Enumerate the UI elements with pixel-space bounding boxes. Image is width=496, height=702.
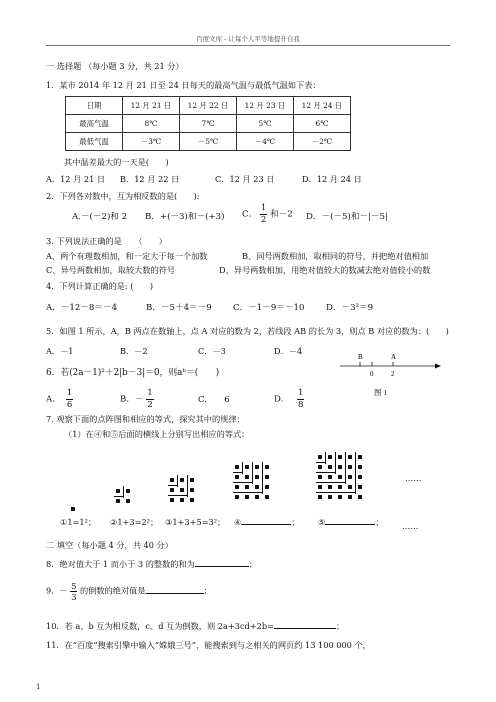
separator-horizontal — [316, 472, 335, 473]
page-header: 百度文库 - 让每个人平等地提升自我 — [196, 35, 300, 43]
separator-horizontal — [114, 496, 123, 497]
q6-a-fraction — [66, 389, 73, 409]
fraction-numerator: 1 — [147, 388, 153, 398]
pattern-dot — [318, 495, 321, 498]
fraction-denominator: 2 — [147, 399, 153, 410]
q6-option-c: C. 6 — [198, 395, 230, 405]
table-cell: －5℃ — [180, 133, 237, 151]
pattern-dot — [190, 488, 193, 491]
q4-stem: 4．下列计算正确的是: ( ) — [46, 281, 154, 291]
fraction-denominator: 3 — [71, 592, 77, 603]
q8-text: 8．绝对值大于 1 而小于 3 的整数的和为 — [46, 559, 195, 569]
table-cell: －3℃ — [123, 133, 180, 151]
table-cell: 12 月 22 日 — [180, 97, 237, 115]
table-cell: 日期 — [66, 97, 123, 115]
pattern-dot — [245, 475, 248, 478]
pattern-dot — [265, 485, 268, 488]
q9-prefix: 9．－ — [46, 585, 68, 596]
separator-horizontal — [316, 462, 325, 463]
fraction-denominator: 8 — [298, 399, 304, 410]
table-cell: 12 月 23 日 — [237, 97, 294, 115]
pattern-dot — [338, 455, 341, 458]
answer-blank-4[interactable] — [241, 524, 291, 525]
separator-horizontal — [316, 492, 355, 493]
q4-option-d: D．－3²＝9 — [326, 303, 374, 313]
q6-stem: 6．若(2a－1)²＋2|b－3|＝0，则aᵇ＝( ) — [46, 368, 220, 378]
separator-horizontal — [168, 495, 187, 496]
q5-option-b: B．－2 — [120, 346, 148, 356]
table-header-row — [66, 97, 351, 115]
q6-option-d — [274, 389, 304, 409]
q1-option-d: D．12 月 24 日 — [302, 174, 362, 184]
q5-option-a: A．－1 — [46, 346, 74, 356]
pattern-dot — [348, 485, 351, 488]
answer-blank-q8[interactable] — [195, 566, 249, 567]
q2-stem: 2．下列各对数中，互为相反数的是( ): — [46, 191, 200, 201]
q1-sub: 其中温差最大的一天是( ) — [64, 157, 169, 167]
number-line-figure — [330, 348, 450, 398]
pattern-label-4-text: ④ — [234, 517, 242, 527]
q5-stem: 5．如图 1 所示，A，B 两点在数轴上，点 A 对应的数为 2，若线段 AB 的长为 3，则点 B 对应的数为：( ) — [46, 326, 449, 336]
pattern-dot — [358, 465, 361, 468]
pattern-dot — [338, 495, 341, 498]
axis-arrow — [435, 364, 441, 369]
q6-option-a — [46, 389, 73, 409]
table-cell: 6℃ — [294, 115, 351, 133]
pattern-dot — [180, 478, 183, 481]
fraction-numerator: 1 — [260, 203, 267, 213]
fraction-numerator: 1 — [298, 388, 304, 398]
answer-blank-5[interactable] — [325, 524, 375, 525]
pattern-dot — [318, 485, 321, 488]
pattern-dot — [255, 485, 258, 488]
separator-vertical — [335, 452, 336, 474]
pattern-dot — [328, 495, 331, 498]
pattern-label-2: ②1+3=2²； — [110, 517, 159, 527]
figure-caption: 图 1 — [374, 388, 388, 397]
answer-blank-q9[interactable] — [146, 593, 204, 594]
pattern-dot — [318, 465, 321, 468]
fraction-denominator: 6 — [66, 399, 73, 410]
q4-option-a: A．－12－8＝－4 — [46, 303, 118, 313]
separator-horizontal — [316, 482, 345, 483]
pattern-label-1: ①1=1²； — [60, 517, 97, 527]
q3-option-a: A、两个有理数相加，和一定大于每一个加数 — [46, 251, 208, 261]
pattern-dot — [348, 495, 351, 498]
separator-vertical — [325, 452, 326, 464]
q2-option-b: B．+(－3)和－(+3) — [145, 212, 225, 222]
q2-option-a: A.－(－2)和 2 — [72, 212, 128, 222]
q5-option-c: C．－3 — [198, 346, 226, 356]
pattern-dot — [338, 465, 341, 468]
q4-option-c: C．－1－9＝－10 — [233, 303, 305, 313]
q3-option-c: C、异号两数相加，取较大数的符号 — [46, 265, 176, 275]
q7-sub: （1）在④和⑤后面的横线上分别写出相应的等式： — [64, 429, 250, 439]
table-cell: 最高气温 — [66, 115, 123, 133]
q9: 9．－ $\frac{5}{3}$ 的倒数的绝对值是 ； — [46, 581, 212, 603]
table-cell: 7℃ — [180, 115, 237, 133]
pattern-dot — [190, 478, 193, 481]
pattern-dot — [318, 475, 321, 478]
q1-option-b: B．12 月 22 日 — [120, 174, 180, 184]
pattern-dot — [358, 485, 361, 488]
pattern-dot — [71, 507, 74, 510]
pattern-dot — [358, 495, 361, 498]
pattern-dot — [255, 495, 258, 498]
pattern-dot — [328, 465, 331, 468]
table-cell: 12 月 21 日 — [123, 97, 180, 115]
pattern-dot — [328, 485, 331, 488]
separator-vertical — [355, 452, 356, 494]
separator-horizontal — [233, 492, 262, 493]
pattern-dot — [338, 485, 341, 488]
separator-horizontal — [233, 482, 252, 483]
pattern-dot — [116, 489, 119, 492]
q2-option-c — [242, 204, 293, 224]
pattern-label-5-text: ⑤ — [318, 517, 326, 527]
q1-option-c: C．12 月 23 日 — [215, 174, 275, 184]
temperature-table — [65, 96, 351, 151]
answer-blank-q10[interactable] — [274, 628, 336, 629]
q10: 10．若 a、b 互为相反数，c、d 互为倒数，则 2a+3cd+2b= ； — [46, 621, 345, 631]
pattern-dot — [235, 485, 238, 488]
pattern-dot — [328, 455, 331, 458]
pattern-dot — [328, 475, 331, 478]
table-cell: 12 月 24 日 — [294, 97, 351, 115]
q3-option-b: B、同号两数相加，取相同的符号，并把绝对值相加 — [242, 251, 429, 261]
q6-b-prefix: B．－ — [120, 394, 144, 405]
q11: 11．在“百度”搜索引擎中输入“嫦娥三号”，能搜索到与之相关的网页约 13 100 000 个， — [46, 640, 371, 650]
section-1-title: 一 选择题 （每小题 3 分，共 21 分） — [46, 61, 184, 71]
table-row — [66, 133, 351, 151]
q4-option-b: B．－5＋4＝－9 — [146, 303, 212, 313]
q6-option-b — [120, 389, 154, 409]
label-a: A — [391, 353, 397, 361]
fraction-numerator: 1 — [66, 388, 73, 398]
table-cell: 5℃ — [237, 115, 294, 133]
pattern-dot — [265, 465, 268, 468]
pattern-dot — [180, 498, 183, 501]
fraction-numerator: 5 — [71, 581, 77, 591]
pattern-label-5: ⑤ ； — [318, 517, 384, 527]
ellipsis-top: …… — [405, 473, 422, 483]
q1-stem: 1．某市 2014 年 12 月 21 日至 24 日每天的最高气温与最低气温如下表： — [46, 80, 321, 90]
pattern-dot — [265, 475, 268, 478]
q3-option-d: D、异号两数相加，用绝对值较大的数减去绝对值较小的数 — [219, 265, 431, 275]
q2-c-prefix: C． — [242, 209, 258, 220]
q1-option-a: A．12 月 21 日 — [46, 174, 106, 184]
q6-d-fraction — [297, 389, 304, 409]
pattern-dot — [348, 465, 351, 468]
pattern-dot — [235, 465, 238, 468]
pattern-dot — [265, 495, 268, 498]
pattern-dot — [245, 485, 248, 488]
pattern-dot — [358, 455, 361, 458]
pattern-dot — [358, 475, 361, 478]
q8: 8．绝对值大于 1 而小于 3 的整数的和为 ； — [46, 559, 258, 569]
pattern-dot — [255, 475, 258, 478]
q9-suffix: 的倒数的绝对值是 — [80, 585, 146, 596]
label-two: 2 — [391, 370, 395, 378]
separator-vertical — [242, 462, 243, 474]
separator-horizontal — [233, 472, 242, 473]
label-zero: 0 — [370, 370, 374, 378]
pattern-dot — [170, 478, 173, 481]
pattern-dot — [245, 495, 248, 498]
pattern-dot — [170, 498, 173, 501]
separator-vertical — [187, 475, 188, 497]
table-cell: －4℃ — [237, 133, 294, 151]
q6-a-prefix: A. — [46, 394, 55, 405]
q9-fraction — [70, 582, 77, 601]
ellipsis-bottom: …… — [402, 521, 419, 531]
separator-vertical — [177, 475, 178, 487]
pattern-dot — [245, 465, 248, 468]
pattern-label-4: ④ ； — [234, 517, 300, 527]
pattern-label-3: ③1+3+5=3²； — [165, 517, 226, 527]
fraction-denominator: 2 — [260, 214, 267, 225]
q2-option-d: D．－(－5)和－|－5| — [306, 212, 388, 222]
table-cell: 8℃ — [123, 115, 180, 133]
pattern-dot — [190, 498, 193, 501]
q2-c-suffix: 和－2 — [270, 209, 293, 220]
pattern-dot — [170, 488, 173, 491]
q7-stem: 7. 观察下面的点阵图和相应的等式，探究其中的规律： — [46, 414, 245, 424]
table-row — [66, 115, 351, 133]
header-rule — [46, 45, 450, 46]
pattern-dot — [348, 455, 351, 458]
pattern-dot — [126, 489, 129, 492]
q10-text: 10．若 a、b 互为相反数，c、d 互为倒数，则 2a+3cd+2b= — [46, 621, 274, 631]
section-2-title: 二 填空（每小题 4 分，共 40 分） — [46, 540, 173, 550]
pattern-dot — [348, 475, 351, 478]
pattern-dot — [235, 475, 238, 478]
pattern-dot — [180, 488, 183, 491]
q5-option-d: D．－4 — [274, 346, 303, 356]
pattern-dot — [318, 455, 321, 458]
table-cell: －2℃ — [294, 133, 351, 151]
q2-c-fraction — [260, 204, 267, 224]
pattern-dot — [338, 475, 341, 478]
separator-vertical — [262, 462, 263, 494]
q6-d-prefix: D. — [274, 394, 284, 405]
q3-stem: 3. 下列说法正确的是 （ ） — [46, 236, 167, 246]
table-cell: 最低气温 — [66, 133, 123, 151]
pattern-dot — [255, 465, 258, 468]
separator-horizontal — [168, 485, 177, 486]
pattern-dot — [126, 499, 129, 502]
page-number: 1 — [36, 683, 41, 691]
separator-vertical — [252, 462, 253, 484]
q6-b-fraction — [146, 389, 153, 409]
pattern-dot — [235, 495, 238, 498]
pattern-dot — [116, 499, 119, 502]
separator-vertical — [345, 452, 346, 484]
label-b: B — [358, 353, 363, 361]
separator-vertical — [123, 486, 124, 498]
